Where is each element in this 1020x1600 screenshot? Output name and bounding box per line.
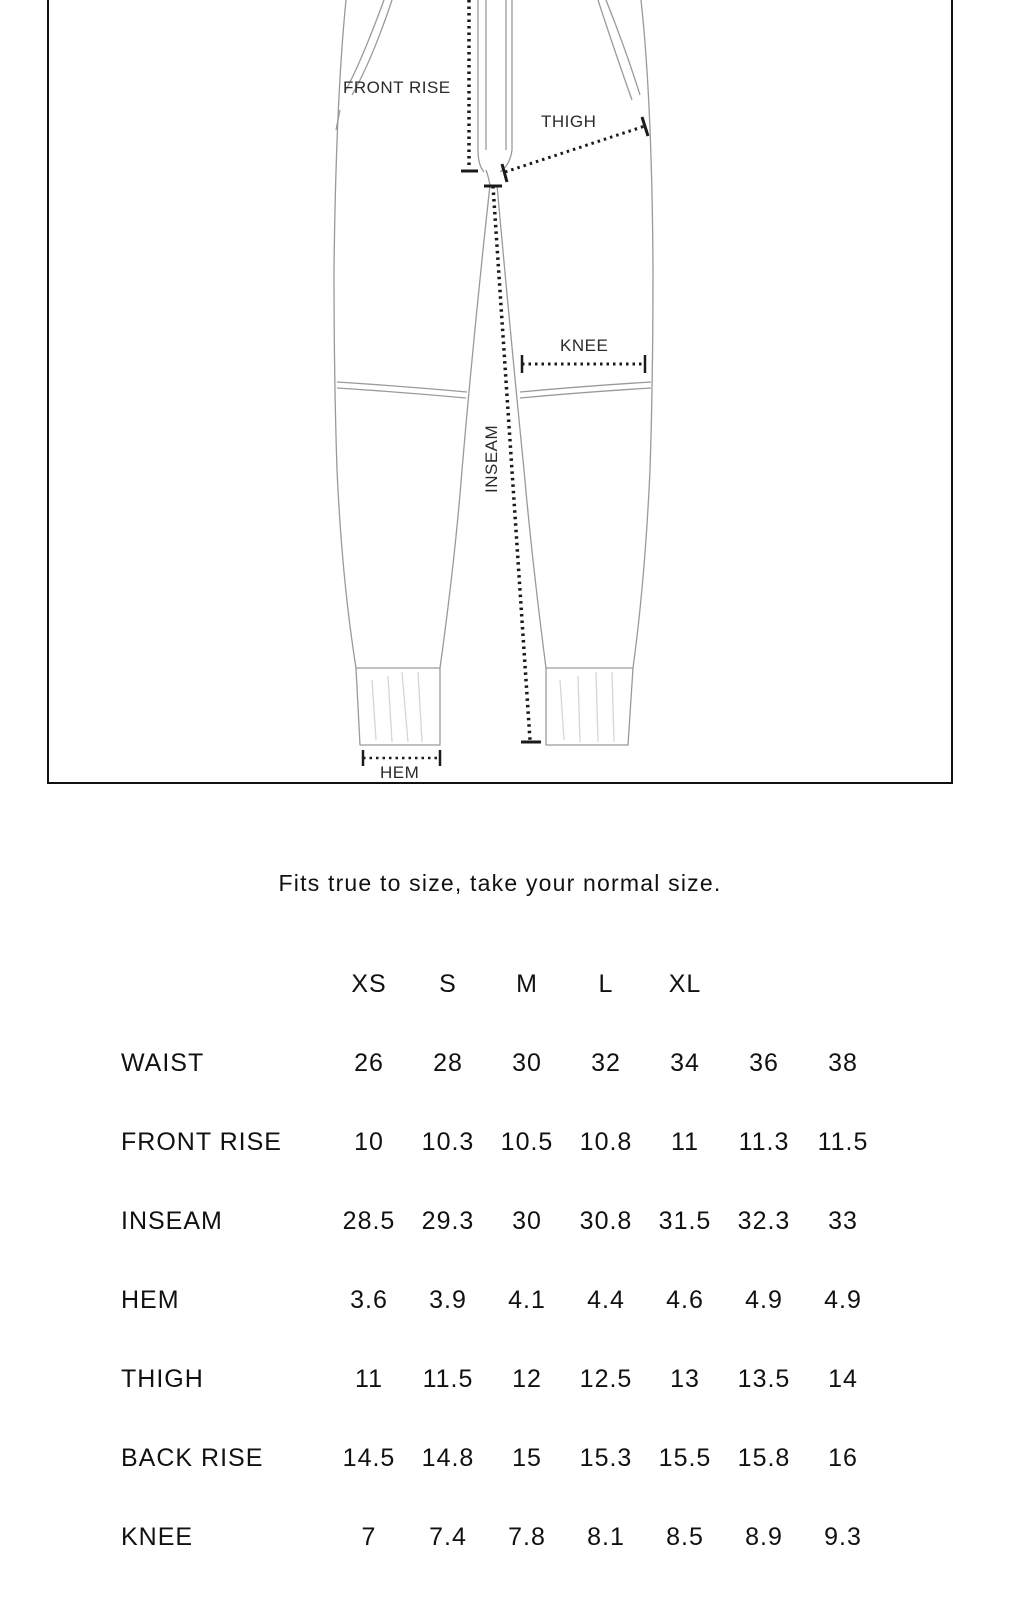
size-column-header: L (598, 970, 614, 998)
size-value-cell: 3.9 (429, 1286, 467, 1314)
size-column-header: M (516, 970, 538, 998)
size-value-cell: 26 (354, 1049, 384, 1077)
hem-label: HEM (380, 763, 420, 782)
size-row-label: WAIST (121, 1049, 205, 1077)
size-value-cell: 8.1 (587, 1523, 625, 1551)
size-column-header: S (439, 970, 457, 998)
size-value-cell: 12.5 (579, 1365, 633, 1393)
size-row-label: KNEE (121, 1523, 194, 1551)
size-value-cell: 7.8 (508, 1523, 546, 1551)
size-column-header: XS (351, 970, 387, 998)
knee-label: KNEE (560, 336, 609, 355)
size-row-label: FRONT RISE (121, 1128, 282, 1156)
size-value-cell: 32.3 (737, 1207, 791, 1235)
size-value-cell: 13 (670, 1365, 700, 1393)
size-row-label: INSEAM (121, 1207, 223, 1235)
size-value-cell: 10.3 (421, 1128, 475, 1156)
size-value-cell: 4.6 (666, 1286, 704, 1314)
inseam-label: INSEAM (482, 424, 501, 493)
size-value-cell: 31.5 (658, 1207, 712, 1235)
size-value-cell: 4.4 (587, 1286, 625, 1314)
thigh-label: THIGH (541, 112, 597, 131)
size-value-cell: 33 (828, 1207, 858, 1235)
size-value-cell: 11.5 (422, 1365, 474, 1393)
size-value-cell: 10.8 (579, 1128, 633, 1156)
size-value-cell: 32 (591, 1049, 621, 1077)
fit-note: Fits true to size, take your normal size. (278, 870, 722, 896)
size-value-cell: 8.9 (745, 1523, 783, 1551)
size-value-cell: 10 (354, 1128, 384, 1156)
size-value-cell: 7 (361, 1523, 377, 1551)
size-value-cell: 11 (355, 1365, 383, 1393)
size-row-label: THIGH (121, 1365, 204, 1393)
size-value-cell: 29.3 (421, 1207, 475, 1235)
size-value-cell: 11.5 (817, 1128, 869, 1156)
size-value-cell: 36 (749, 1049, 779, 1077)
size-value-cell: 14.8 (421, 1444, 475, 1472)
size-value-cell: 15.8 (737, 1444, 791, 1472)
size-value-cell: 11.3 (738, 1128, 790, 1156)
size-value-cell: 30 (512, 1207, 542, 1235)
size-value-cell: 4.9 (745, 1286, 783, 1314)
size-value-cell: 15.5 (658, 1444, 712, 1472)
size-value-cell: 14 (828, 1365, 858, 1393)
size-value-cell: 13.5 (737, 1365, 791, 1393)
size-value-cell: 15 (512, 1444, 542, 1472)
size-row-label: HEM (121, 1286, 180, 1314)
size-row-label: BACK RISE (121, 1444, 264, 1472)
size-column-header: XL (668, 970, 702, 998)
size-value-cell: 15.3 (579, 1444, 633, 1472)
size-value-cell: 12 (512, 1365, 542, 1393)
size-value-cell: 8.5 (666, 1523, 704, 1551)
size-value-cell: 28 (433, 1049, 463, 1077)
size-value-cell: 4.9 (824, 1286, 862, 1314)
size-value-cell: 11 (671, 1128, 699, 1156)
front-rise-label: FRONT RISE (343, 78, 451, 97)
size-value-cell: 3.6 (350, 1286, 388, 1314)
size-value-cell: 38 (828, 1049, 858, 1077)
size-value-cell: 14.5 (342, 1444, 396, 1472)
size-value-cell: 16 (828, 1444, 858, 1472)
size-value-cell: 4.1 (508, 1286, 546, 1314)
size-value-cell: 30 (512, 1049, 542, 1077)
size-value-cell: 30.8 (579, 1207, 633, 1235)
size-value-cell: 10.5 (500, 1128, 554, 1156)
size-value-cell: 28.5 (342, 1207, 396, 1235)
size-value-cell: 34 (670, 1049, 700, 1077)
size-value-cell: 9.3 (824, 1523, 862, 1551)
size-value-cell: 7.4 (429, 1523, 467, 1551)
